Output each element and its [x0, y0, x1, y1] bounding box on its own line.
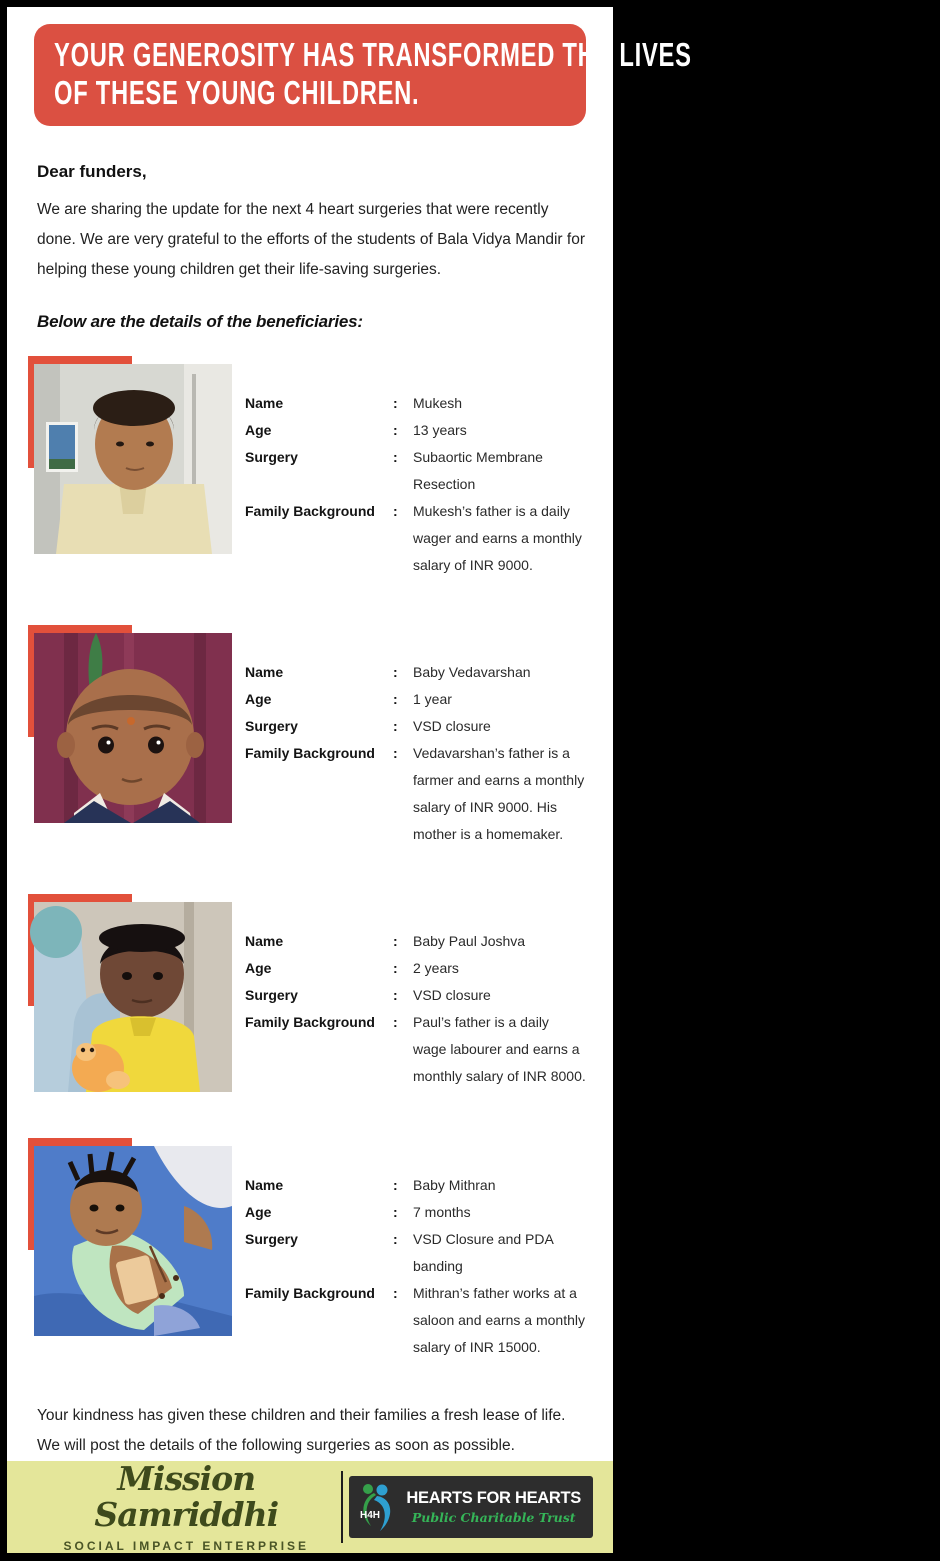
field-value: Mithran’s father works at a saloon and earns a monthly salary of INR 15000.: [413, 1285, 585, 1355]
detail-row-age: [245, 955, 586, 982]
intro-paragraph: We are sharing the update for the next 4 heart surgeries that were recently done. We are very grateful to the efforts of the students of Bala Vidya Mandir for helping these young children get their life-saving surgeries.: [37, 201, 585, 278]
field-value: Baby Mithran: [413, 1177, 496, 1193]
mission-samriddhi-tagline: SOCIAL IMPACT ENTERPRISE: [63, 1539, 310, 1553]
field-label: Name: [245, 395, 284, 411]
headline-line-1: YOUR GENEROSITY HAS TRANSFORMED THE LIVES: [54, 36, 692, 73]
field-colon: :: [393, 449, 398, 465]
field-colon: :: [393, 1204, 398, 1220]
closing-paragraph: Your kindness has given these children and their families a fresh lease of life. We will post the details of the following surgeries as soon as possible.: [37, 1407, 566, 1454]
field-colon: :: [393, 395, 398, 411]
field-label: Name: [245, 933, 284, 949]
field-colon: :: [393, 987, 398, 1003]
beneficiary-details: [245, 364, 586, 579]
field-label: Name: [245, 664, 284, 680]
field-value: Subaortic Membrane Resection: [413, 449, 543, 492]
photo-image: [34, 633, 232, 823]
headline-banner: [34, 24, 692, 126]
field-value: Mukesh’s father is a daily wager and earns a monthly salary of INR 9000.: [413, 503, 582, 573]
photo-image: [34, 1146, 232, 1336]
hearts-for-hearts-wordmark: HEARTS FOR HEARTS: [406, 1489, 581, 1507]
beneficiary-card-paul-joshva: [34, 894, 586, 1092]
beneficiary-details: [245, 902, 586, 1092]
field-value: Baby Vedavarshan: [413, 664, 531, 680]
field-colon: :: [393, 1177, 398, 1193]
field-colon: :: [393, 1014, 398, 1030]
detail-row-age: [245, 417, 586, 444]
detail-row-family: [245, 740, 586, 848]
beneficiary-photo-mithran: [34, 1146, 232, 1336]
section-heading: Below are the details of the beneficiaries:: [37, 312, 363, 331]
field-colon: :: [393, 691, 398, 707]
field-value: VSD closure: [413, 987, 491, 1003]
h4h-logo-icon: [357, 1482, 399, 1532]
field-colon: :: [393, 960, 398, 976]
field-colon: :: [393, 664, 398, 680]
field-colon: :: [393, 1285, 398, 1301]
detail-row-family: [245, 1280, 586, 1361]
field-colon: :: [393, 1231, 398, 1247]
field-value: Vedavarshan’s father is a farmer and earns a monthly salary of INR 9000. His mother is a homemaker.: [413, 745, 585, 842]
photo-image: [34, 364, 232, 554]
field-label: Family Background: [245, 1285, 375, 1301]
field-label: Age: [245, 1204, 272, 1220]
field-value: 2 years: [413, 960, 459, 976]
beneficiary-photo-mukesh: [34, 364, 232, 554]
field-label: Age: [245, 691, 272, 707]
footer: [7, 1461, 613, 1553]
field-label: Age: [245, 960, 272, 976]
field-label: Family Background: [245, 503, 375, 519]
hearts-for-hearts-tagline: Public Charitable Trust: [411, 1510, 576, 1525]
detail-row-name: [245, 1172, 586, 1199]
mission-samriddhi-logo: [34, 1461, 339, 1553]
field-label: Name: [245, 1177, 284, 1193]
footer-divider: [341, 1471, 344, 1543]
field-colon: :: [393, 718, 398, 734]
beneficiary-card-mithran: [34, 1138, 586, 1361]
detail-row-name: [245, 659, 586, 686]
detail-row-name: [245, 390, 586, 417]
field-value: VSD closure: [413, 718, 491, 734]
hearts-for-hearts-text: [406, 1489, 581, 1525]
field-colon: :: [393, 745, 398, 761]
beneficiary-details: [245, 1146, 586, 1361]
field-value: Mukesh: [413, 395, 463, 411]
detail-row-surgery: [245, 444, 586, 498]
detail-row-family: [245, 498, 586, 579]
field-colon: :: [393, 422, 398, 438]
field-value: VSD Closure and PDA banding: [413, 1231, 554, 1274]
hearts-for-hearts-logo: [349, 1476, 593, 1538]
beneficiary-card-mukesh: [34, 356, 586, 579]
detail-row-name: [245, 928, 586, 955]
field-label: Surgery: [245, 1231, 298, 1247]
field-value: 7 months: [413, 1204, 471, 1220]
field-label: Family Background: [245, 1014, 375, 1030]
field-colon: :: [393, 933, 398, 949]
beneficiary-details: [245, 633, 586, 848]
beneficiary-photo-vedavarshan: [34, 633, 232, 823]
headline-line-2: OF THESE YOUNG CHILDREN.: [54, 74, 420, 111]
detail-row-age: [245, 686, 586, 713]
field-label: Surgery: [245, 718, 298, 734]
field-value: 13 years: [413, 422, 467, 438]
field-label: Surgery: [245, 987, 298, 1003]
field-label: Age: [245, 422, 272, 438]
photo-image: [34, 902, 232, 1092]
h4h-badge-text: H4H: [360, 1510, 381, 1521]
detail-row-family: [245, 1009, 586, 1090]
field-label: Surgery: [245, 449, 298, 465]
salutation: Dear funders,: [37, 162, 147, 181]
detail-row-surgery: [245, 1226, 586, 1280]
beneficiary-card-vedavarshan: [34, 625, 586, 848]
field-colon: :: [393, 503, 398, 519]
beneficiary-photo-paul-joshva: [34, 902, 232, 1092]
field-value: 1 year: [413, 691, 452, 707]
field-label: Family Background: [245, 745, 375, 761]
field-value: Baby Paul Joshva: [413, 933, 526, 949]
detail-row-surgery: [245, 982, 586, 1009]
field-value: Paul’s father is a daily wage labourer and earns a monthly salary of INR 8000.: [413, 1014, 586, 1084]
detail-row-age: [245, 1199, 586, 1226]
mission-samriddhi-wordmark: Mission Samriddhi: [94, 1459, 279, 1534]
detail-row-surgery: [245, 713, 586, 740]
